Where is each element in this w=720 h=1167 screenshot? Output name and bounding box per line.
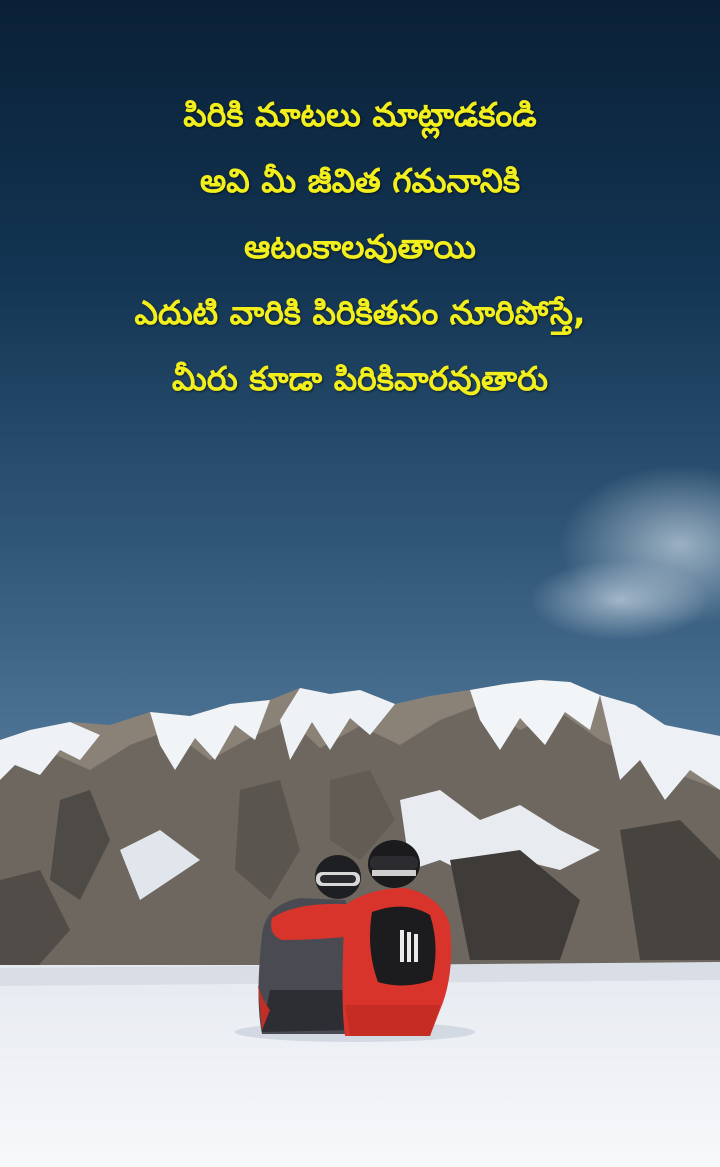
quote-text-block: [0, 88, 720, 418]
quote-line-4: ఎదుటి వారికి పిరికితనం నూరిపోస్తే,: [134, 293, 586, 332]
quote-line-5: మీరు కూడా పిరికివారవుతారు: [171, 359, 549, 398]
cloud: [530, 560, 710, 640]
quote-line-1: పిరికి మాటలు మాట్లాడకండి: [183, 95, 537, 134]
quote-line-3: ఆటంకాలవుతాయి: [244, 227, 476, 266]
quote-line-2: అవి మీ జీవిత గమనానికి: [199, 161, 521, 200]
